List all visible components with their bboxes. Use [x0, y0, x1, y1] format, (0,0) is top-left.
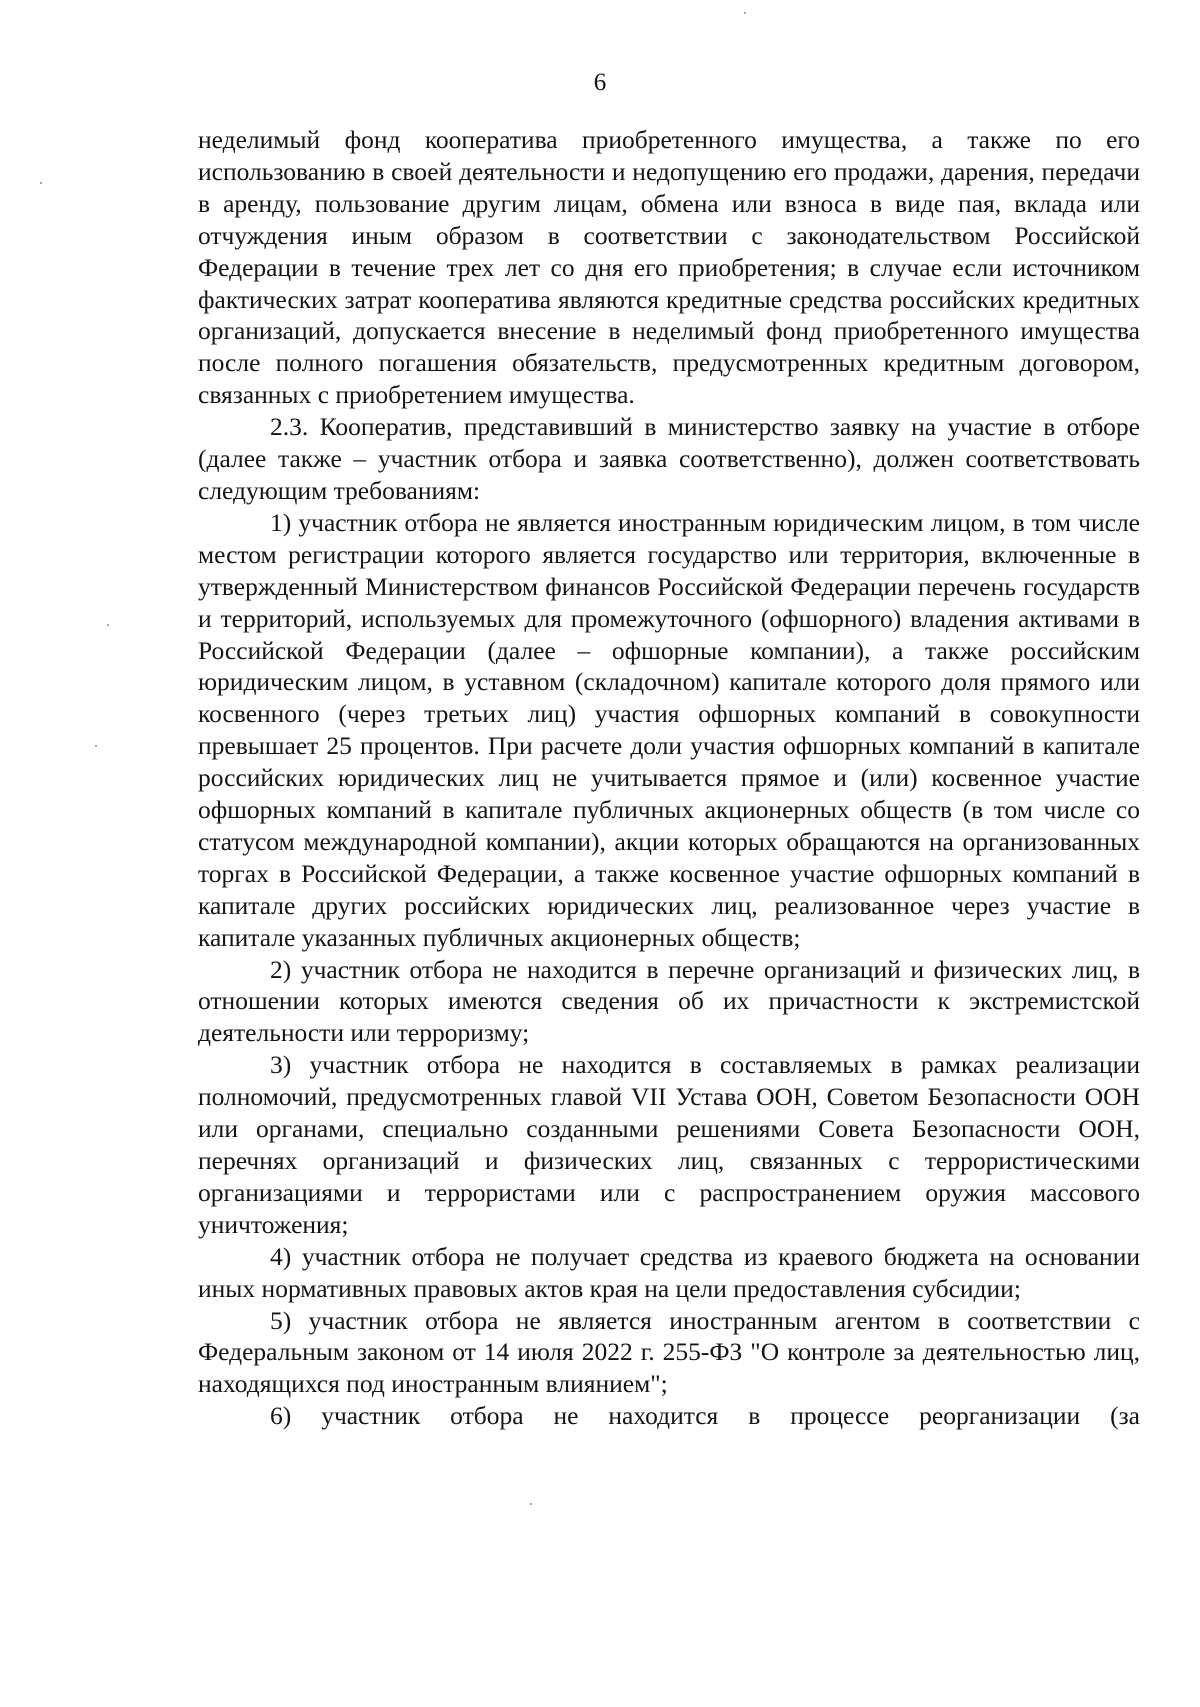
list-item-5: 5) участник отбора не является иностранным агентом в соответствии с Федеральным законом от 14 июля 2022 г. 255-ФЗ "О контроле за деятельностью лиц, находящихся под иностранным влиянием"; — [198, 1305, 1140, 1399]
scan-speck — [40, 182, 42, 184]
document-body — [198, 124, 1140, 1432]
list-item-6: 6) участник отбора не находится в процессе реорганизации (за — [270, 1401, 1140, 1431]
scan-speck — [744, 12, 746, 14]
scan-speck — [107, 624, 109, 626]
list-item-2: 2) участник отбора не находится в перечне организаций и физических лиц, в отношении которых имеются сведения об их причастности к экстремистской деятельности или терроризму; — [198, 954, 1140, 1048]
paragraph-continuation: неделимый фонд кооператива приобретенного имущества, а также по его использованию в своей деятельности и недопущению его продажи, дарения, передачи в аренду, пользование другим лицам, обмена или взноса в виде пая, вклада или отчуждения иным образом в соответствии с законодательством Российской Федерации в течение трех лет со дня его приобретения; в случае если источником фактических затрат кооператива являются кредитные средства российских кредитных организаций, допускается внесение в неделимый фонд приобретенного имущества после полного погашения обязательств, предусмотренных кредитным договором, связанных с приобретением имущества. — [198, 125, 1140, 410]
list-item-1: 1) участник отбора не является иностранным юридическим лицом, в том числе местом регистрации которого является государство или территория, включенные в утвержденный Министерством финансов Российской Федерации перечень государств и территорий, используемых для промежуточного (офшорного) владения активами в Российской Федерации (далее – офшорные компании), а также российским юридическим лицом, в уставном (складочном) капитале которого доля прямого или косвенного (через третьих лиц) участия офшорных компаний в совокупности превышает 25 процентов. При расчете доли участия офшорных компаний в капитале российских юридических лиц не учитывается прямое и (или) косвенное участие офшорных компаний в капитале публичных акционерных обществ (в том числе со статусом международной компании), акции которых обращаются на организованных торгах в Российской Федерации, а также косвенное участие офшорных компаний в капитале других российских юридических лиц, реализованное через участие в капитале указанных публичных акционерных обществ; — [198, 507, 1140, 952]
scan-speck — [530, 1503, 532, 1505]
list-item-4: 4) участник отбора не получает средства из краевого бюджета на основании иных нормативных правовых актов края на цели предоставления субсидии; — [198, 1241, 1140, 1303]
scan-speck — [95, 745, 97, 747]
page-number: 6 — [593, 69, 607, 96]
list-item-3: 3) участник отбора не находится в составляемых в рамках реализации полномочий, предусмотренных главой VII Устава ООН, Советом Безопасности ООН или органами, специально созданными решениями Совета Безопасности ООН, перечнях организаций и физических лиц, связанных с террористическими организациями и террористами или с распространением оружия массового уничтожения; — [198, 1050, 1140, 1239]
paragraph-2-3: 2.3. Кооператив, представивший в министерство заявку на участие в отборе (далее также – участник отбора и заявка соответственно), должен соответствовать следующим требованиям: — [198, 412, 1140, 505]
